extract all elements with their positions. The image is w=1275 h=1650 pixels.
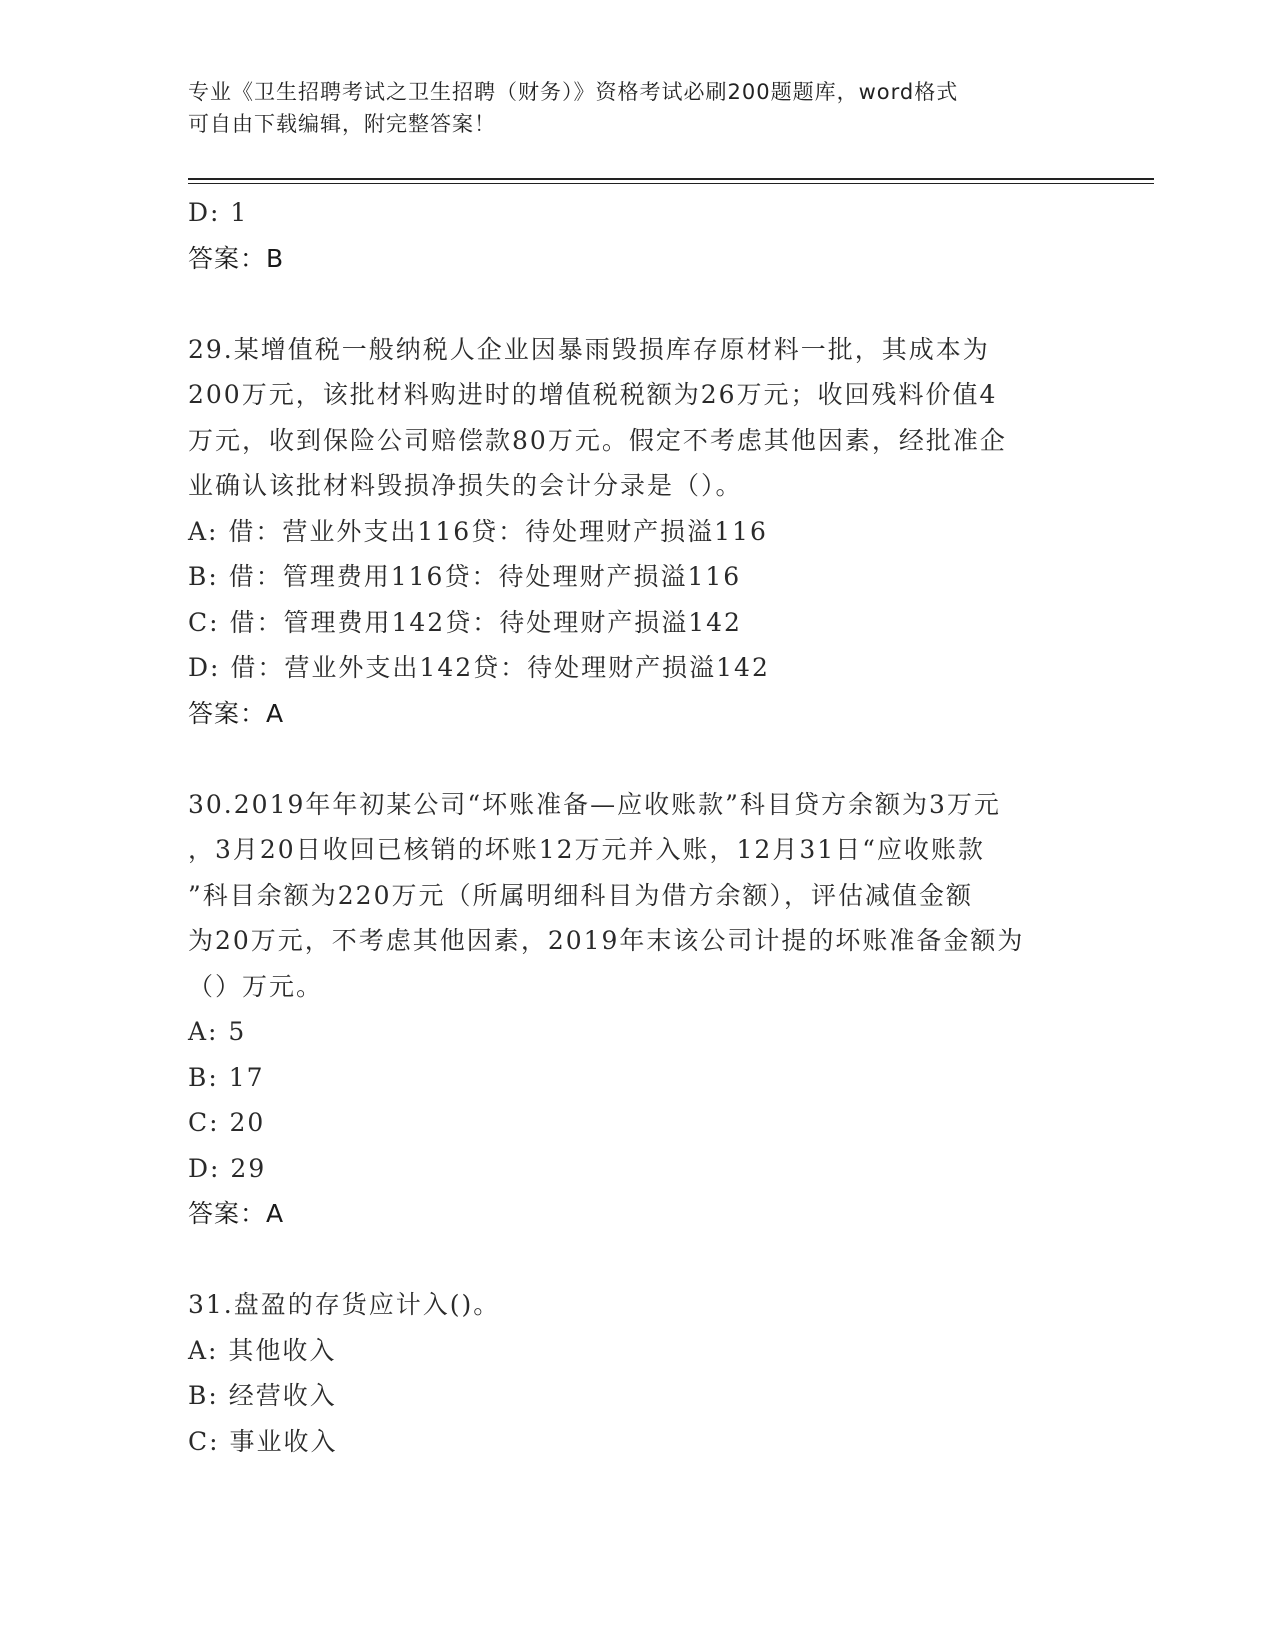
q29-answer: 答案：A [188,698,285,728]
q30-option-b: B: 17 [188,1062,265,1092]
q30-stem-line: 30.2019年年初某公司“坏账准备—应收账款”科目贷方余额为3万元 [188,789,1001,819]
question-29 [188,327,1088,737]
header-divider-thin [188,183,1154,184]
q30-answer: 答案：A [188,1199,285,1228]
question-30 [188,782,1088,1237]
q29-stem-line: 万元，收到保险公司赔偿款80万元。假定不考虑其他因素，经批准企 [188,425,1007,455]
header-line-2: 可自由下载编辑，附完整答案！ [188,112,496,136]
q29-stem-line: 业确认该批材料毁损净损失的会计分录是（）。 [188,471,743,500]
document-header [188,76,1088,140]
q28-answer: 答案：B [188,243,285,273]
q29-stem-line: 29.某增值税一般纳税人企业因暴雨毁损库存原材料一批，其成本为 [188,334,990,364]
q30-option-d: D: 29 [188,1153,267,1183]
q30-stem-line: 为20万元，不考虑其他因素，2019年末该公司计提的坏账准备金额为 [188,926,1025,955]
q28-option-d: D: 1 [188,198,249,227]
q31-stem-line: 31.盘盈的存货应计入()。 [188,1290,501,1319]
header-line-1: 专业《卫生招聘考试之卫生招聘（财务）》资格考试必刷200题题库，word格式 [188,80,959,104]
q30-stem-line: ”科目余额为220万元（所属明细科目为借方余额），评估减值金额 [188,880,974,910]
q29-option-d: D: 借：营业外支出142贷：待处理财产损溢142 [188,653,770,682]
q29-option-c: C: 借：管理费用142贷：待处理财产损溢142 [188,607,742,637]
q30-option-c: C: 20 [188,1108,266,1137]
header-divider-thick [188,178,1154,180]
question-31 [188,1282,1088,1464]
q31-option-a: A: 其他收入 [188,1335,337,1365]
spacer [188,281,1088,327]
spacer [188,1237,1088,1283]
q30-option-a: A: 5 [188,1017,247,1046]
q29-option-b: B: 借：管理费用116贷：待处理财产损溢116 [188,562,742,591]
q30-stem-line: （）万元。 [188,971,324,1001]
q30-stem-line: ，3月20日收回已核销的坏账12万元并入账，12月31日“应收账款 [188,835,985,864]
q29-option-a: A: 借：营业外支出116贷：待处理财产损溢116 [188,516,768,546]
q31-option-c: C: 事业收入 [188,1426,338,1456]
document-body [188,190,1088,1464]
q29-stem-line: 200万元，该批材料购进时的增值税税额为26万元；收回残料价值4 [188,380,998,409]
q31-option-b: B: 经营收入 [188,1381,337,1410]
spacer [188,736,1088,782]
